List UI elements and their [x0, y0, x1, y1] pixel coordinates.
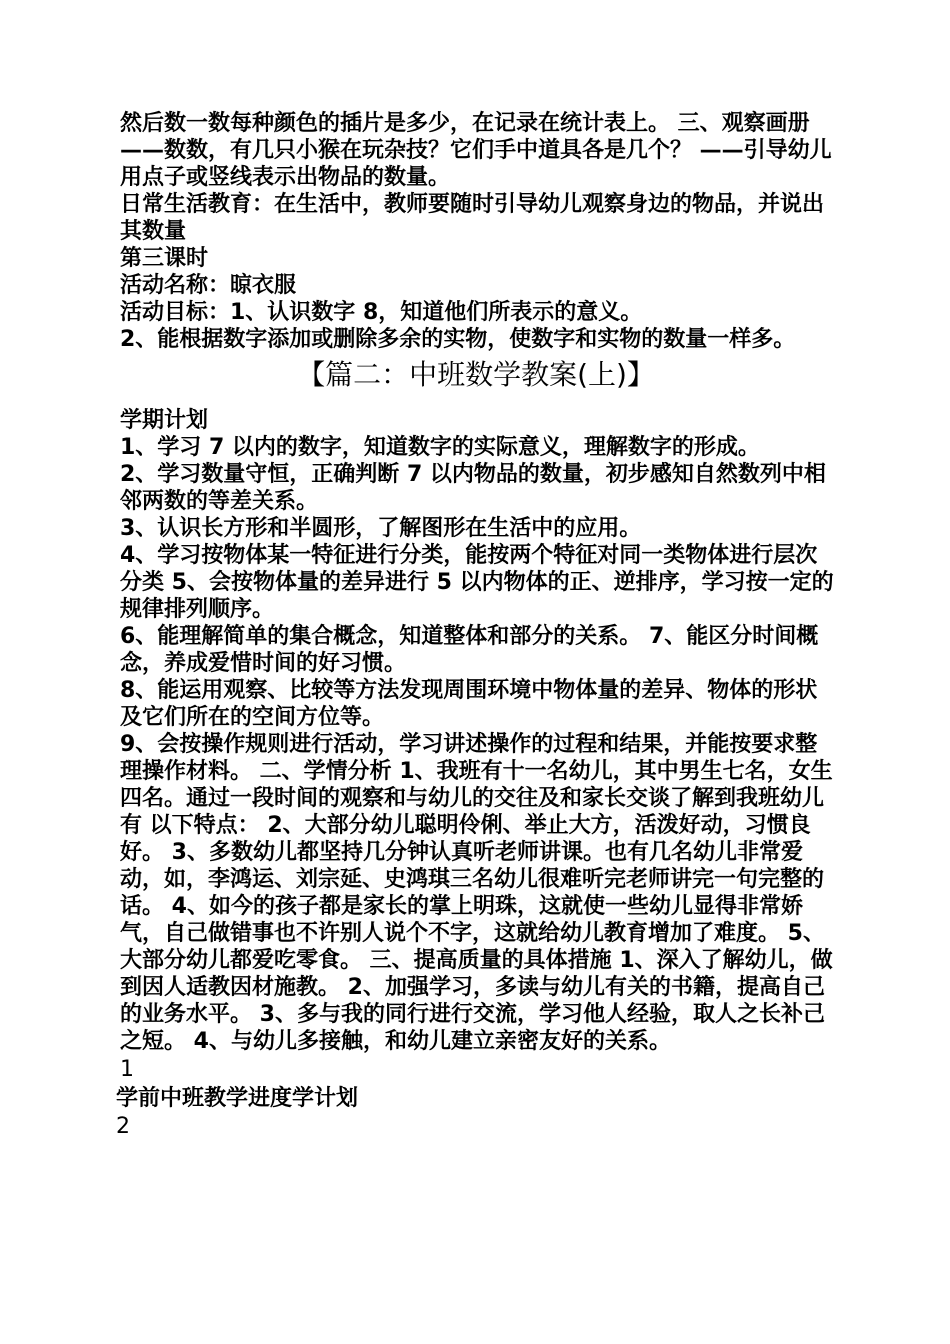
activity-goal-2: 2、能根据数字添加或删除多余的实物，使数字和实物的数量一样多。 — [120, 327, 796, 352]
plan-item: 6、能理解简单的集合概念，知道整体和部分的关系。 7、能区分时间概念，养成爱惜时间的好习惯。 — [120, 624, 819, 676]
plan-item: 3、认识长方形和半圆形，了解图形在生活中的应用。 — [120, 516, 642, 541]
plan-item: 1、学习 7 以内的数字，知道数字的实际意义，理解数字的形成。 — [120, 435, 760, 460]
document-page — [116, 110, 836, 1142]
footer-title: 学前中班教学进度学计划 — [116, 1086, 359, 1111]
plan-item: 4、学习按物体某一特征进行分类，能按两个特征对同一类物体进行层次分类 5、会按物体量的差异进行 5 以内物体的正、逆排序，学习按一定的规律排列顺序。 — [120, 543, 834, 622]
plan-item-long: 9、会按操作规则进行活动，学习讲述操作的过程和结果，并能按要求整理操作材料。 二、学情分析 1、我班有十一名幼儿，其中男生七名，女生四名。通过一段时间的观察和与幼儿的交往及和家长交谈了解到我班幼儿有 以下特点： 2、大部分幼儿聪明伶俐、举止大方，活泼好动，习惯良好。 3、多数幼儿都坚持几分钟认真听老师讲课。也有几名幼儿非常爱动，如，李鸿运、刘宗延、史鸿琪三名幼儿很难听完老师讲完一句完整的话。 4、如今的孩子都是家长的掌上明珠，这就使一些幼儿显得非常娇气，自己做错事也不许别人说个不字，这就给幼儿教育增加了难度。 5、大部分幼儿都爱吃零食。 三、提高质量的具体措施 1、深入了解幼儿，做到因人适教因材施教。 2、加强学习，多读与幼儿有关的书籍，提高自己的业务水平。 3、多与我的同行进行交流，学习他人经验，取人之长补己之短。 4、与幼儿多接触，和幼儿建立亲密友好的关系。 — [120, 732, 833, 1054]
activity-name: 活动名称：晾衣服 — [120, 273, 297, 298]
lesson-title: 第三课时 — [120, 246, 209, 271]
plan-item: 8、能运用观察、比较等方法发现周围环境中物体量的差异、物体的形状及它们所在的空间方位等。 — [120, 678, 818, 730]
paragraph: 日常生活教育：在生活中，教师要随时引导幼儿观察身边的物品，并说出其数量 — [120, 192, 825, 244]
activity-goal: 活动目标：1、认识数字 8，知道他们所表示的意义。 — [120, 300, 643, 325]
paragraph: 然后数一数每种颜色的插片是多少，在记录在统计表上。 三、观察画册 — [120, 111, 810, 136]
plan-title: 学期计划 — [120, 408, 209, 433]
plan-item: 2、学习数量守恒，正确判断 7 以内物品的数量，初步感知自然数列中相邻两数的等差关系。 — [120, 462, 826, 514]
page-number: 1 — [120, 1057, 134, 1082]
paragraph: ——数数，有几只小猴在玩杂技？它们手中道具各是几个？ ——引导幼儿用点子或竖线表示出物品的数量。 — [120, 138, 832, 190]
section-heading: 【篇二：中班数学教案(上)】 — [297, 358, 655, 391]
page-number: 2 — [116, 1114, 130, 1139]
